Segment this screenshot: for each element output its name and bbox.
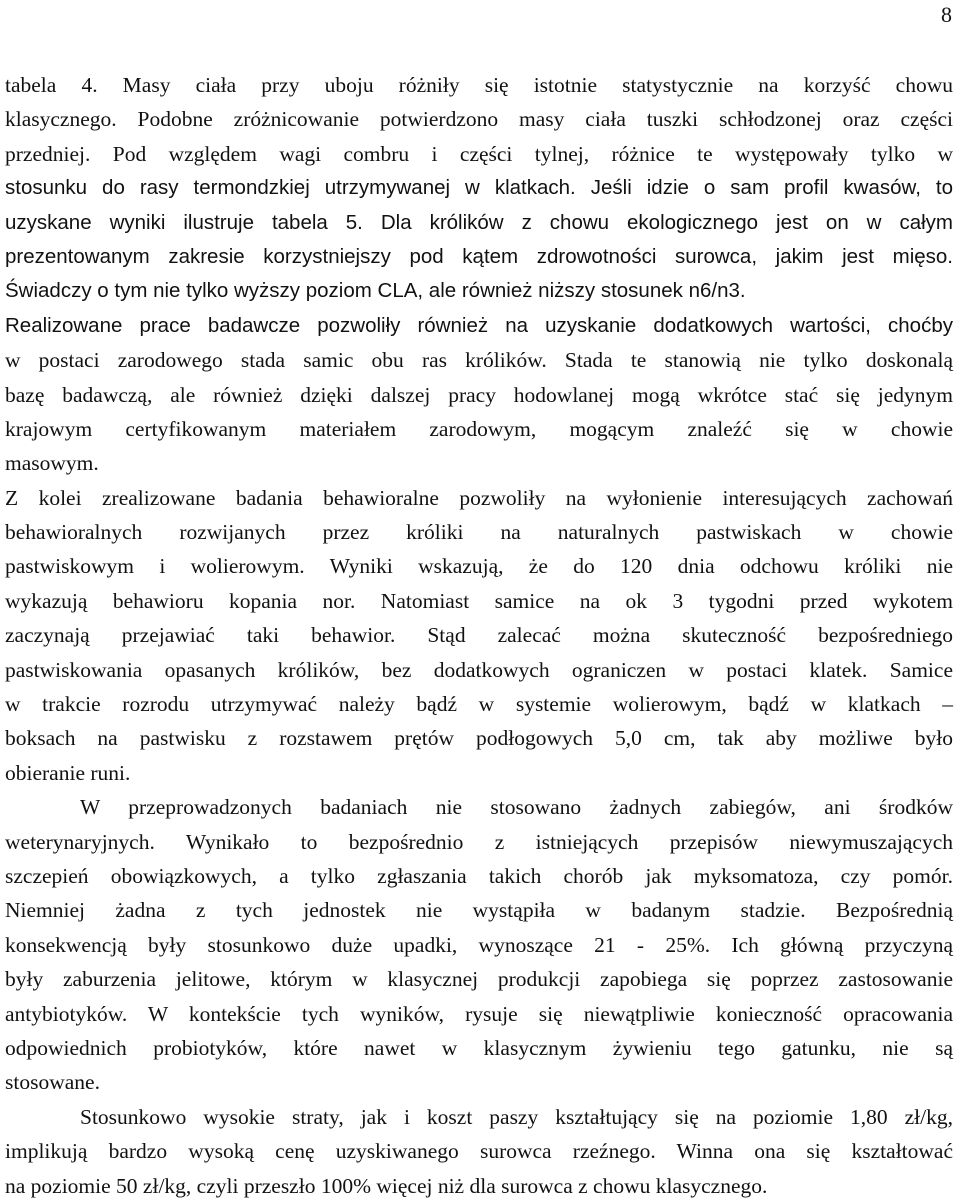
text-line-25: Niemniej żadna z tych jednostek nie wystąpiła w badanym stadzie. Bezpośrednią (5, 898, 953, 923)
text-line-6: prezentowanym zakresie korzystniejszy pod kątem zdrowotności surowca, jakim jest mięso. (5, 244, 953, 268)
text-line-26: konsekwencją były stosunkowo duże upadki, wynoszące 21 - 25%. Ich główną przyczyną (5, 932, 953, 957)
text-line-33: na poziomie 50 zł/kg, czyli przeszło 100% więcej niż dla surowca z chowu klasycznego. (5, 1173, 768, 1198)
text-line-7: Świadczy o tym nie tylko wyższy poziom CLA, ale również niższy stosunek n6/n3. (5, 279, 746, 303)
page-number: 8 (941, 2, 952, 27)
text-line-3: przedniej. Pod względem wagi combru i części tylnej, różnice te występowały tylko w (5, 141, 953, 166)
document-body (5, 68, 953, 1203)
text-line-5: uzyskane wyniki ilustruje tabela 5. Dla królików z chowu ekologicznego jest on w całym (5, 210, 953, 234)
text-line-1: tabela 4. Masy ciała przy uboju różniły się istotnie statystycznie na korzyść chowu (5, 73, 953, 97)
text-line-32: implikują bardzo wysoką cenę uzyskiwanego surowca rzeźnego. Winna ona się kształtować (5, 1139, 953, 1164)
text-line-30: stosowane. (5, 1070, 100, 1095)
text-line-4-b: Jeśli idzie o sam profil kwasów, to (590, 176, 953, 200)
text-line-23: weterynaryjnych. Wynikało to bezpośrednio z istniejących przepisów niewymuszających (5, 829, 953, 854)
text-line-9 (5, 343, 953, 377)
text-line-20: boksach na pastwisku z rozstawem prętów podłogowych 5,0 cm, tak aby możliwe było (5, 726, 953, 751)
text-line-16: wykazują behawioru kopania nor. Natomiast samice na ok 3 tygodni przed wykotem (5, 588, 953, 613)
text-line-15: pastwiskowym i wolierowym. Wyniki wskazują, że do 120 dnia odchowu króliki nie (5, 554, 953, 579)
text-line-17: zaczynają przejawiać taki behawior. Stąd zalecać można skuteczność bezpośredniego (5, 623, 953, 648)
text-line-22: W przeprowadzonych badaniach nie stosowano żadnych zabiegów, ani środków (80, 795, 953, 820)
text-line-28: antybiotyków. W kontekście tych wyników, rysuje się niewątpliwie konieczność opracowania (5, 1001, 953, 1026)
text-line-11: krajowym certyfikowanym materiałem zarodowym, mogącym znaleźć się w chowie (5, 416, 953, 441)
text-line-2: klasycznego. Podobne zróżnicowanie potwierdzono masy ciała tuszki schłodzonej oraz części (5, 107, 953, 132)
text-line-31: Stosunkowo wysokie straty, jak i koszt paszy kształtujący się na poziomie 1,80 zł/kg, (80, 1104, 953, 1129)
text-line-24: szczepień obowiązkowych, a tylko zgłaszania takich chorób jak myksomatoza, czy pomór. (5, 863, 953, 888)
text-line-21: obieranie runi. (5, 760, 131, 785)
text-line-9-b: Stada te stanowią nie tylko doskonalą (564, 348, 953, 373)
text-line-18: pastwiskowania opasanych królików, bez dodatkowych ograniczen w postaci klatek. Samice (5, 657, 953, 682)
text-line-4-a: stosunku do rasy termondzkiej utrzymywanej w klatkach. (5, 176, 576, 200)
text-line-27: były zaburzenia jelitowe, którym w klasycznej produkcji zapobiega się poprzez zastosowanie (5, 967, 953, 992)
text-line-29: odpowiednich probiotyków, które nawet w klasycznym żywieniu tego gatunku, nie są (5, 1035, 953, 1060)
text-line-9-a: w postaci zarodowego stada samic obu ras królików. (5, 348, 547, 373)
text-line-19: w trakcie rozrodu utrzymywać należy bądź w systemie wolierowym, bądź w klatkach – (5, 692, 953, 717)
text-line-12: masowym. (5, 451, 99, 476)
text-line-10: bazę badawczą, ale również dzięki dalszej pracy hodowlanej mogą wkrótce stać się jedynym (5, 382, 953, 407)
text-line-8: Realizowane prace badawcze pozwoliły również na uzyskanie dodatkowych wartości, choćby (5, 313, 953, 337)
text-line-14: behawioralnych rozwijanych przez króliki na naturalnych pastwiskach w chowie (5, 520, 953, 545)
text-line-4 (5, 171, 953, 205)
text-line-13: Z kolei zrealizowane badania behawioralne pozwoliły na wyłonienie interesujących zachowań (5, 485, 953, 510)
